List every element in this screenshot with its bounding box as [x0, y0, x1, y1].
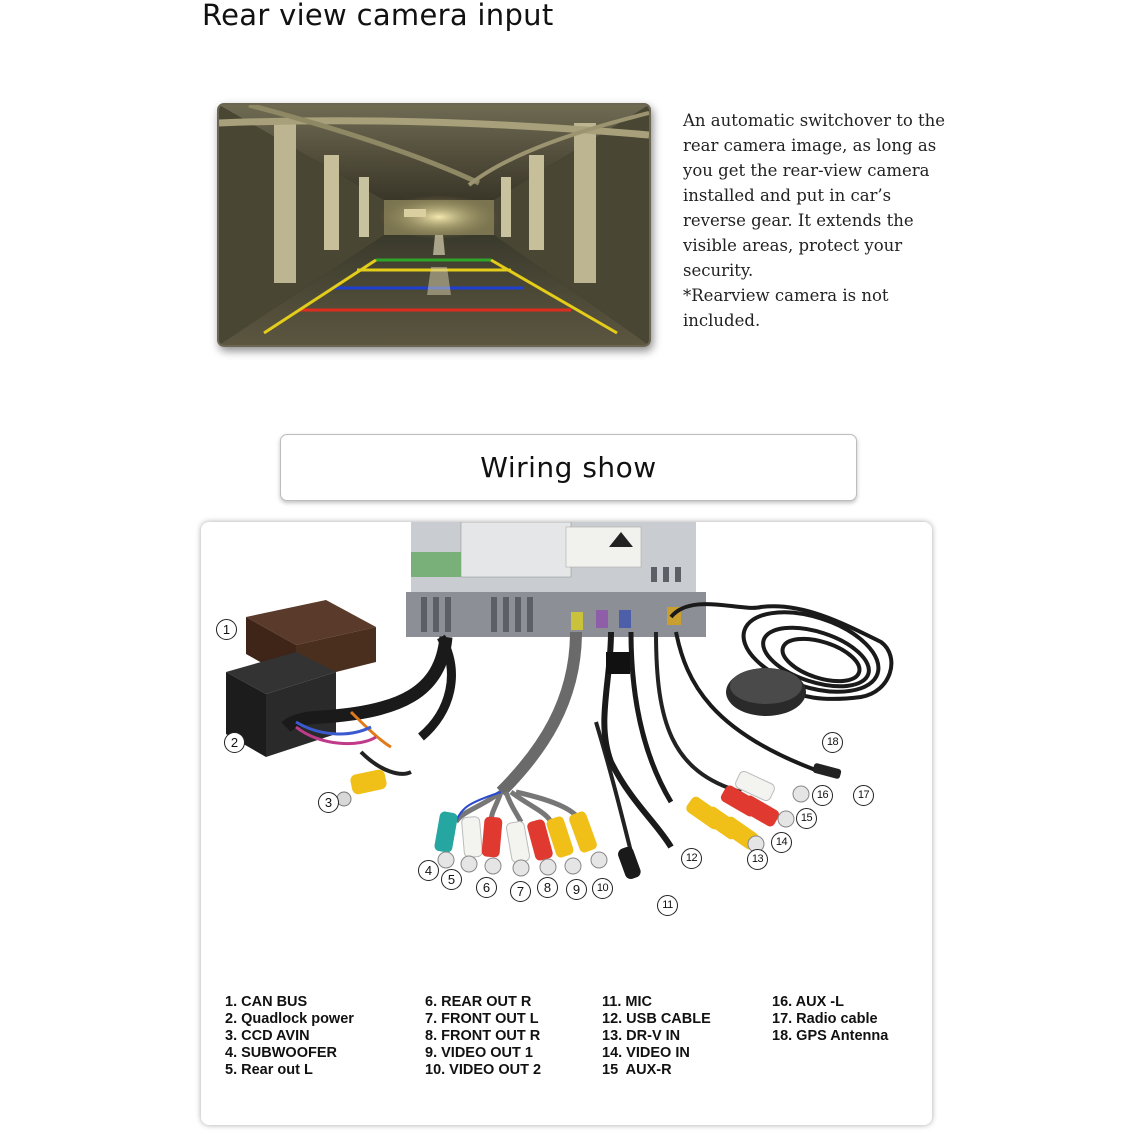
- legend-item: 8. FRONT OUT R: [425, 1028, 541, 1044]
- legend-item: 7. FRONT OUT L: [425, 1011, 539, 1027]
- wiring-show-title: Wiring show: [480, 451, 657, 484]
- callout-8: 8: [537, 877, 558, 898]
- callout-10: 10: [592, 878, 613, 899]
- callout-5: 5: [441, 869, 462, 890]
- wiring-show-banner: [280, 434, 857, 501]
- callout-15: 15: [796, 808, 817, 829]
- legend-item: 18. GPS Antenna: [772, 1028, 889, 1044]
- callout-3: 3: [318, 792, 339, 813]
- legend-item: 17. Radio cable: [772, 1011, 878, 1027]
- legend-item: 4. SUBWOOFER: [225, 1045, 337, 1061]
- legend-column-3: [602, 994, 711, 1079]
- legend-item: 13. DR-V IN: [602, 1028, 681, 1044]
- section-title-rear-camera: Rear view camera input: [202, 0, 554, 32]
- callout-12: 12: [681, 848, 702, 869]
- callout-11: 11: [657, 895, 678, 916]
- legend-item: 15 AUX-R: [602, 1062, 672, 1078]
- legend-item: 10. VIDEO OUT 2: [425, 1062, 542, 1078]
- legend-item: 12. USB CABLE: [602, 1011, 711, 1027]
- callout-13: 13: [747, 849, 768, 870]
- legend-item: 9. VIDEO OUT 1: [425, 1045, 533, 1061]
- legend-item: 6. REAR OUT R: [425, 994, 532, 1010]
- callout-2: 2: [224, 732, 245, 753]
- wiring-diagram-card: [201, 522, 932, 1125]
- callout-6: 6: [476, 877, 497, 898]
- legend-item: 16. AUX -L: [772, 994, 844, 1010]
- legend-column-1: [225, 994, 354, 1079]
- description-note: *Rearview camera is not included.: [683, 286, 889, 330]
- legend-item: 3. CCD AVIN: [225, 1028, 310, 1044]
- legend-item: 11. MIC: [602, 994, 652, 1010]
- callout-1: 1: [216, 619, 237, 640]
- callout-17: 17: [853, 785, 874, 806]
- rear-camera-view-image: [217, 103, 651, 347]
- legend-column-2: [425, 994, 541, 1079]
- rear-camera-description: [683, 108, 953, 333]
- legend-item: 14. VIDEO IN: [602, 1045, 690, 1061]
- legend-item: 2. Quadlock power: [225, 1011, 354, 1027]
- callout-18: 18: [822, 732, 843, 753]
- description-paragraph: An automatic switchover to the rear camera image, as long as you get the rear-view camera installed and put in car’s reverse gear. It extends the visible areas, protect your security.: [683, 111, 946, 280]
- legend-item: 5. Rear out L: [225, 1062, 313, 1078]
- legend-item: 1. CAN BUS: [225, 994, 308, 1010]
- legend-column-4: [772, 994, 888, 1045]
- callout-7: 7: [510, 881, 531, 902]
- callout-16: 16: [812, 785, 833, 806]
- callout-14: 14: [771, 832, 792, 853]
- callout-4: 4: [418, 860, 439, 881]
- callout-9: 9: [566, 879, 587, 900]
